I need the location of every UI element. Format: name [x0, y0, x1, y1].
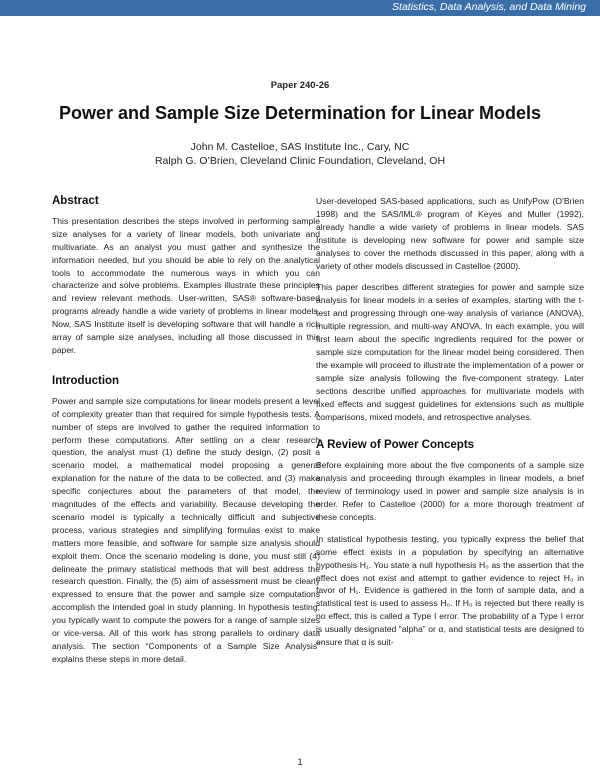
right-paragraph-2: This paper describes different strategies for power and sample size analysis for linear models in a series of examples, starting with the t-test and progressing through one-way analysis of variance (ANOVA), multiple regression, and multi-way ANOVA. In each example, you will first learn about the specific ingredients required for the power or sample size computation for the linear model being considered. Then the example will proceed to illustrate the implementation of a power or sample size analysis following the five-component strategy. Later sections describe unified approaches for multivariate models with fixed effects and suggest guidelines for extensions such as multiple comparisons, mixed models, and retrospective analyses. [316, 282, 584, 422]
author-line-1: John M. Castelloe, SAS Institute Inc., Cary, NC [190, 141, 410, 153]
right-paragraph-1: User-developed SAS-based applications, such as UnifyPow (O’Brien 1998) and the SAS/IML® program of Keyes and Muller (1992), already handle a wide variety of problems in linear models. SAS Institute is developing new software for power and sample size analyses to cover the methods discussed in this paper, along with a variety of other models discussed in Castelloe (2000). [316, 196, 584, 271]
paper-number: Paper 240-26 [270, 80, 330, 91]
right-column [316, 195, 584, 658]
introduction-heading: Introduction [52, 374, 120, 387]
header-banner [0, 0, 600, 16]
paper-title: Power and Sample Size Determination for Linear Models [58, 103, 542, 123]
banner-text: Statistics, Data Analysis, and Data Mining [392, 1, 586, 13]
author-line-2: Ralph G. O’Brien, Cleveland Clinic Foundation, Cleveland, OH [154, 155, 446, 167]
page-number: 1 [297, 757, 303, 768]
power-concepts-heading: A Review of Power Concepts [316, 439, 475, 452]
left-column [52, 195, 320, 675]
right-paragraph-4: In statistical hypothesis testing, you typically express the belief that some effect exists in a population by specifying an alternative hypothesis H₁. You state a null hypothesis H₀ as the assertion that the effect does not exist and attempt to gather evidence to reject H₀ in favor of H₁. Evidence is gathered in the form of sample data, and a statistical test is used to assess H₀. If H₀ is rejected but there really is no effect, this is called a Type I error. The probability of a Type I error is usually designated “alpha” or α, and statistical tests are designed to ensure that α is suit- [316, 533, 584, 648]
abstract-text: This presentation describes the steps involved in performing sample size analyses for a variety of linear models, both univariate and multivariate. As an analyst you must gather and synthesize the information needed, but you should be able to rely on the analytical tools to accommodate the numerous ways in which you can characterize and solve problems. Examples illustrate these principles and review relevant methods. User-written, SAS® software-based programs already handle a wide variety of problems in linear models. Now, SAS Institute itself is developing software that will handle a rich array of sample size analyses, including all those discussed in this paper. [52, 215, 320, 355]
right-paragraph-3: Before explaining more about the five components of a sample size analysis and proceeding through examples in linear models, a brief review of terminology used in power and sample size analysis is in order. Refer to Castelloe (2000) for a more thorough treatment of these concepts. [316, 460, 584, 522]
abstract-heading: Abstract [52, 195, 99, 207]
introduction-text: Power and sample size computations for linear models present a level of complexity greater than that required for simple hypothesis tests. A number of steps are involved to gather the required information to perform these computations. After settling on a clear research question, the analyst must (1) define the study design, (2) posit a scenario model, a mathematical model proposing a general explanation for the nature of the data to be collected, and (3) make specific conjectures about the parameters of that model, the magnitudes of the effects and variability. Because developing the scenario model is typically a technically difficult and subjective process, various strategies and simplifying formulas exist to make matters more feasible, and software for sample size analysis should exploit them. Once the scenario modeling is done, you must still (4) delineate the primary statistical methods that will best address the research question. Finally, the (5) aim of assessment must be clearly expressed to ensure that the power and sample size computations accomplish the intended goal in study planning. In hypothesis testing, you typically want to compute the powers for a range of sample sizes or vice-versa. All of this work has strong parallels to ordinary data analysis. The section “Components of a Sample Size Analysis” explains these steps in more detail. [52, 395, 320, 664]
